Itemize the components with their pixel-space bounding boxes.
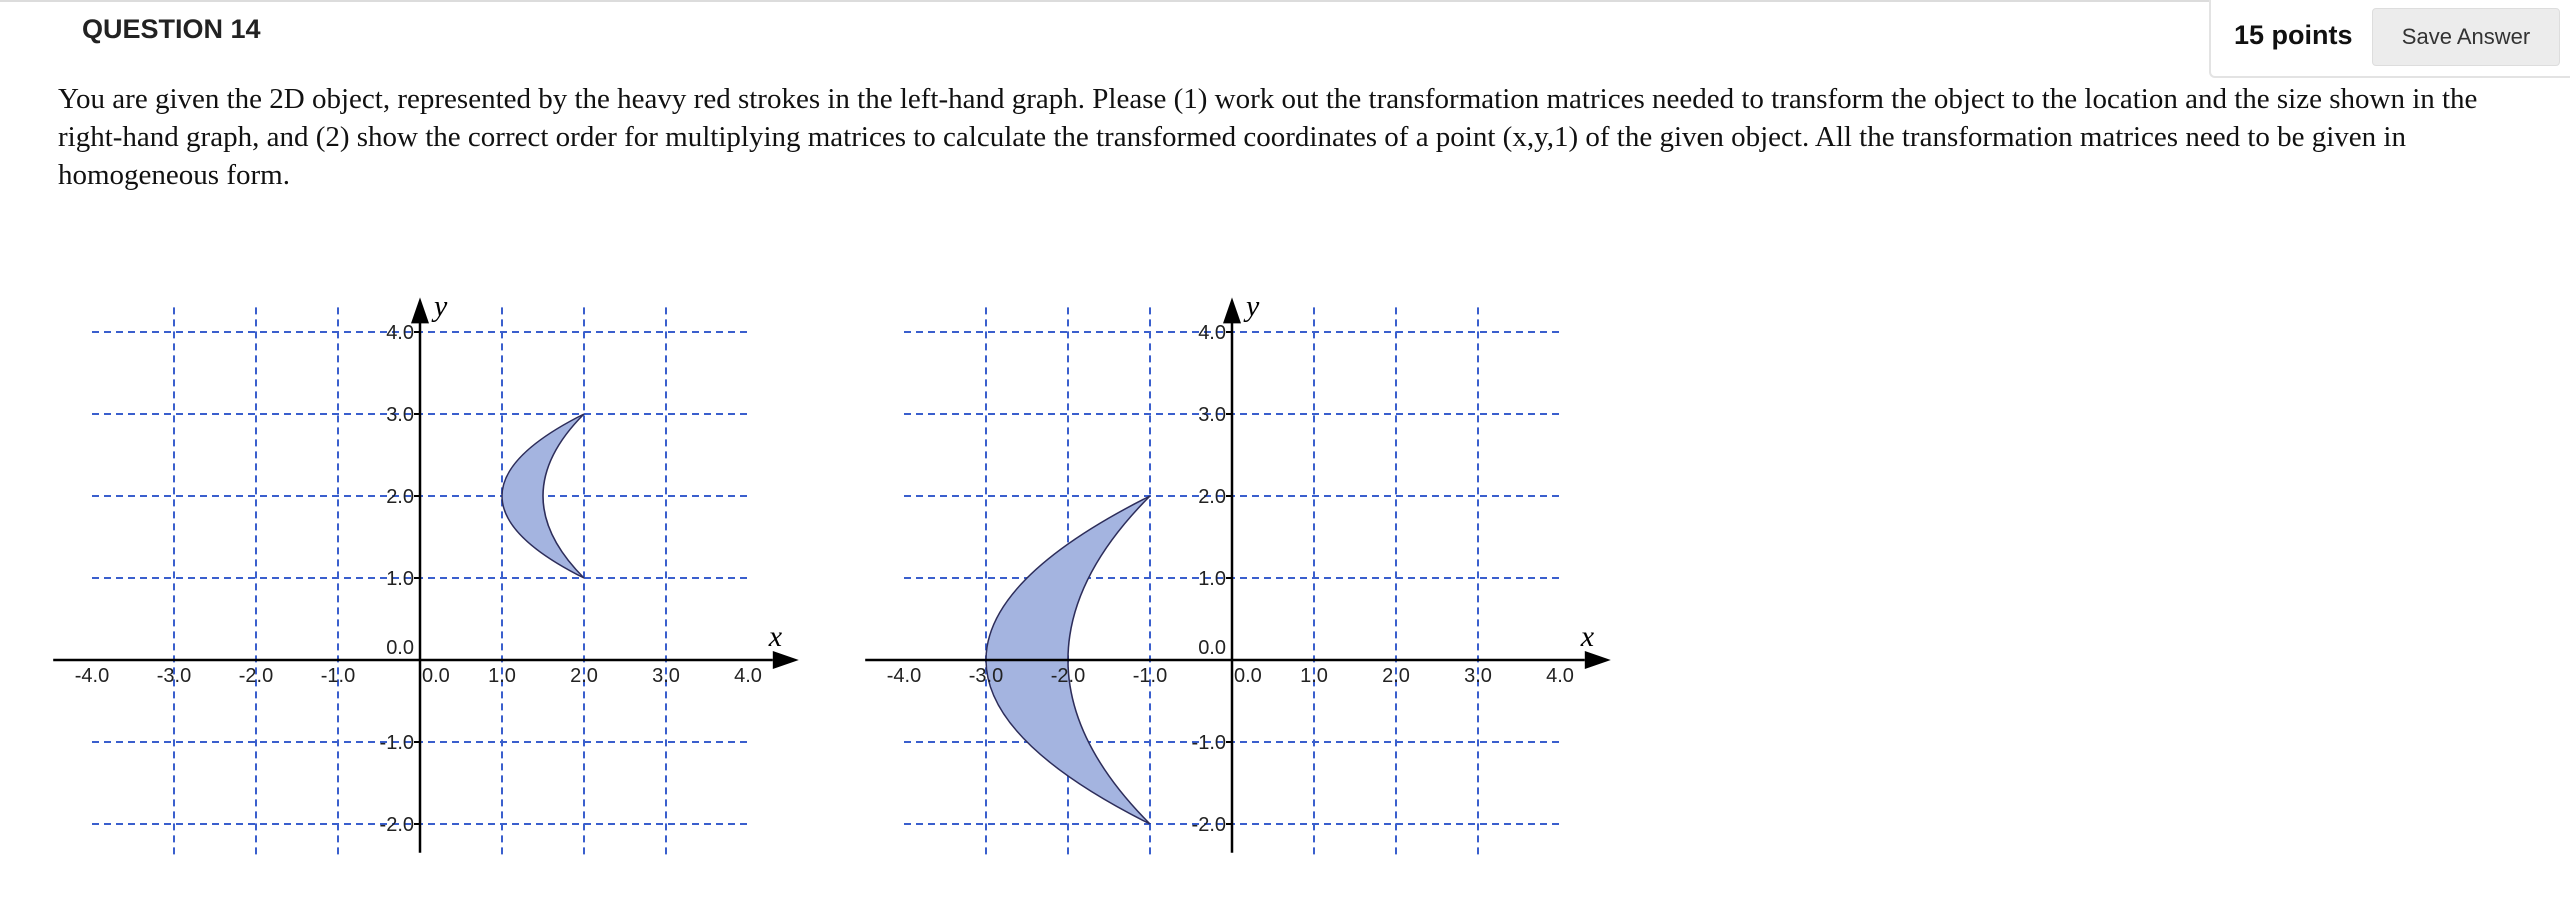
y-tick-label: 0.0 [1198,637,1226,659]
left-graph [50,255,810,880]
x-axis-arrow [773,651,799,669]
y-tick-label: -2.0 [379,814,414,836]
y-tick-label: 4.0 [1198,322,1226,344]
x-tick-label: -2.0 [238,665,274,687]
points-label: 15 points [2234,20,2353,50]
right-graph [862,255,1622,880]
x-tick-label: -4.0 [886,665,922,687]
x-tick-label: -1.0 [1132,665,1168,687]
question-text: You are given the 2D object, represented by the heavy red strokes in the left-hand graph. Please (1) work out the transformation matrices needed to transform the object to the location and the size shown in the right-hand graph, and (2) show the correct order for multiplying matrices to calculate the transformed coordinates of a point (x,y,1) of the given object. All the transformation matrices need to be given in homogeneous form. [58,83,2478,191]
x-tick-label: 1.0 [1300,665,1328,687]
top-divider [0,0,2570,2]
x-tick-label: -3.0 [968,665,1004,687]
y-tick-label: -1.0 [1191,732,1226,754]
x-tick-label: 0.0 [422,665,450,687]
x-tick-label: -4.0 [74,665,110,687]
y-tick-label: 1.0 [386,568,414,590]
x-tick-label: 0.0 [1234,665,1262,687]
y-tick-label: 2.0 [1198,486,1226,508]
y-tick-label: -2.0 [1191,814,1226,836]
y-tick-label: 0.0 [386,637,414,659]
x-tick-label: 4.0 [734,665,762,687]
question-title: QUESTION 14 [82,14,261,44]
y-axis-label: y [434,289,448,323]
x-tick-label: 3.0 [652,665,680,687]
x-tick-label: -2.0 [1050,665,1086,687]
y-tick-label: 3.0 [1198,404,1226,426]
x-axis-label: x [1580,620,1595,653]
right-graph-svg [862,255,1622,875]
x-tick-label: -3.0 [156,665,192,687]
x-axis-label: x [768,620,783,653]
y-tick-label: 1.0 [1198,568,1226,590]
x-tick-label: -1.0 [320,665,356,687]
y-axis-label: y [1246,289,1260,323]
x-tick-label: 4.0 [1546,665,1574,687]
y-tick-label: 2.0 [386,486,414,508]
x-axis-arrow [1585,651,1611,669]
y-tick-label: -1.0 [379,732,414,754]
y-axis-arrow [1223,297,1241,323]
left-graph-svg [50,255,810,875]
y-axis-arrow [411,297,429,323]
crescent-shape [502,414,584,578]
y-tick-label: 3.0 [386,404,414,426]
save-answer-button[interactable]: Save Answer [2372,8,2560,66]
x-tick-label: 2.0 [1382,665,1410,687]
x-tick-label: 2.0 [570,665,598,687]
y-tick-label: 4.0 [386,322,414,344]
x-tick-label: 3.0 [1464,665,1492,687]
x-tick-label: 1.0 [488,665,516,687]
